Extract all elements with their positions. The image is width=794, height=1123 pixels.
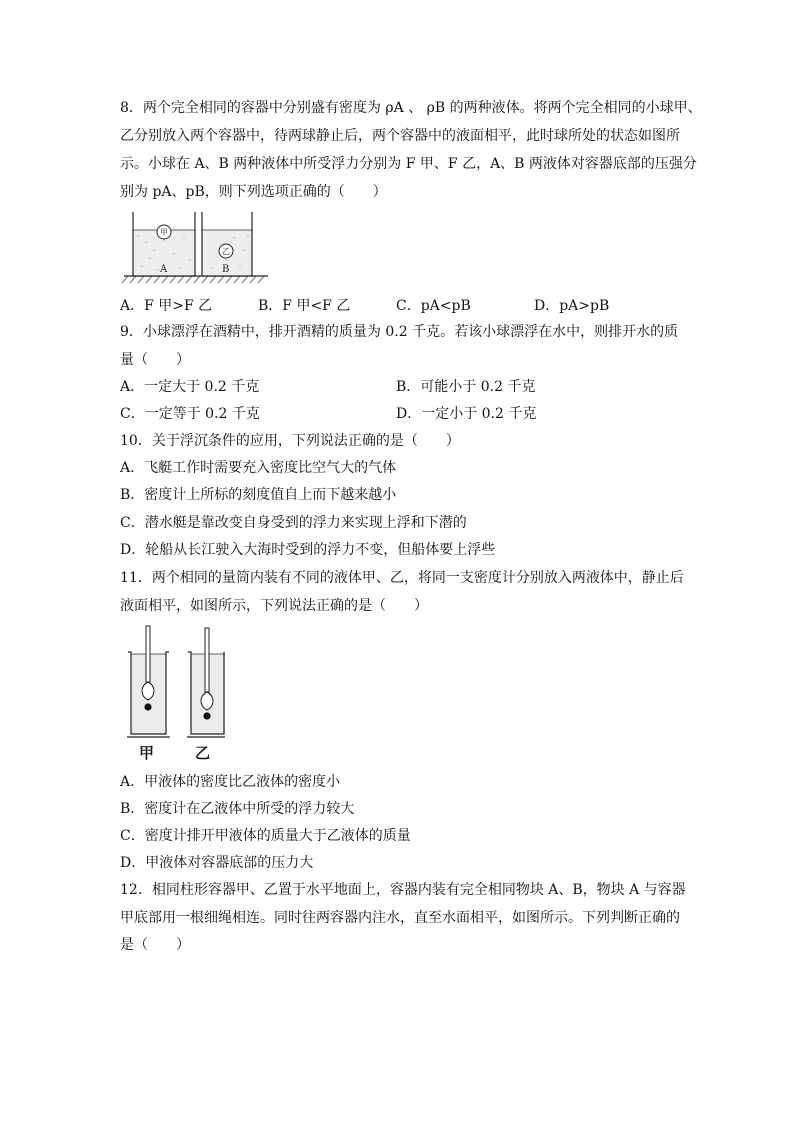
q8-line-2: 乙分别放入两个容器中，待两球静止后，两个容器中的液面相平，此时球所处的状态如图所 <box>120 128 680 144</box>
ground-hatching <box>122 276 264 283</box>
hydrometer-jia-bulb <box>142 682 154 700</box>
ball-yi-label: 乙 <box>222 247 230 256</box>
q12-line-3: 是（ ） <box>120 937 190 953</box>
hydrometer-yi-stem <box>205 628 209 692</box>
q9-option-c: C．一定等于 0.2 千克 <box>120 406 260 422</box>
q9-line-2: 量（ ） <box>120 352 190 368</box>
hydrometer-jia-stem <box>146 626 150 682</box>
q11-line-2: 液面相平，如图所示，下列说法正确的是（ ） <box>120 598 428 614</box>
ball-jia-label: 甲 <box>160 228 168 237</box>
q8-figure <box>120 210 270 286</box>
label-yi: 乙 <box>195 744 211 762</box>
q12-line-2: 甲底部用一根细绳相连。同时往两容器内注水，直至水面相平，如图所示。下列判断正确的 <box>120 910 680 926</box>
hydrometer-jia-weight <box>144 703 151 710</box>
q11-figure <box>125 624 225 764</box>
q10-stem: 10．关于浮沉条件的应用，下列说法正确的是（ ） <box>120 433 460 449</box>
q12-line-1: 12．相同柱形容器甲、乙置于水平地面上，容器内装有完全相同物块 A、B，物块 A 与容器 <box>120 882 686 898</box>
q8-option-c: C．pA<pB <box>396 298 471 314</box>
q11-option-c: C．密度计排开甲液体的质量大于乙液体的质量 <box>120 828 411 844</box>
q10-option-b: B．密度计上所标的刻度值自上而下越来越小 <box>120 487 397 503</box>
q10-option-a: A．飞艇工作时需要充入密度比空气大的气体 <box>120 460 397 476</box>
q11-line-1: 11．两个相同的量筒内装有不同的液体甲、乙，将同一支密度计分别放入两液体中，静止后 <box>120 570 684 586</box>
q10-option-c: C．潜水艇是靠改变自身受到的浮力来实现上浮和下潜的 <box>120 515 467 531</box>
q11-option-b: B．密度计在乙液体中所受的浮力较大 <box>120 801 355 817</box>
q9-option-b: B．可能小于 0.2 千克 <box>396 379 536 395</box>
q11-option-a: A．甲液体的密度比乙液体的密度小 <box>120 774 341 790</box>
label-b: B <box>222 264 230 275</box>
q8-line-1: 8．两个完全相同的容器中分别盛有密度为 ρA 、 ρB 的两种液体。将两个完全相同的小球甲、 <box>120 100 702 116</box>
hydrometer-yi-weight <box>203 712 210 719</box>
q9-option-a: A．一定大于 0.2 千克 <box>120 379 260 395</box>
q8-option-a: A．F 甲>F 乙 <box>120 298 213 314</box>
q8-line-4: 别为 pA、pB，则下列选项正确的（ ） <box>120 184 387 200</box>
q9-line-1: 9．小球漂浮在酒精中，排开酒精的质量为 0.2 千克。若该小球漂浮在水中，则排开水的质 <box>120 324 679 340</box>
hydrometer-yi-bulb <box>201 692 213 710</box>
q8-line-3: 示。小球在 A、B 两种液体中所受浮力分别为 F 甲、F 乙，A、B 两液体对容器底部的压强分 <box>120 156 697 172</box>
label-a: A <box>160 264 168 275</box>
q8-option-d: D．pA>pB <box>534 298 610 314</box>
label-jia: 甲 <box>139 744 155 762</box>
q9-option-d: D．一定小于 0.2 千克 <box>396 406 537 422</box>
q10-option-d: D．轮船从长江驶入大海时受到的浮力不变，但船体要上浮些 <box>120 542 496 558</box>
q8-option-b: B．F 甲<F 乙 <box>258 298 351 314</box>
q11-option-d: D．甲液体对容器底部的压力大 <box>120 855 314 871</box>
